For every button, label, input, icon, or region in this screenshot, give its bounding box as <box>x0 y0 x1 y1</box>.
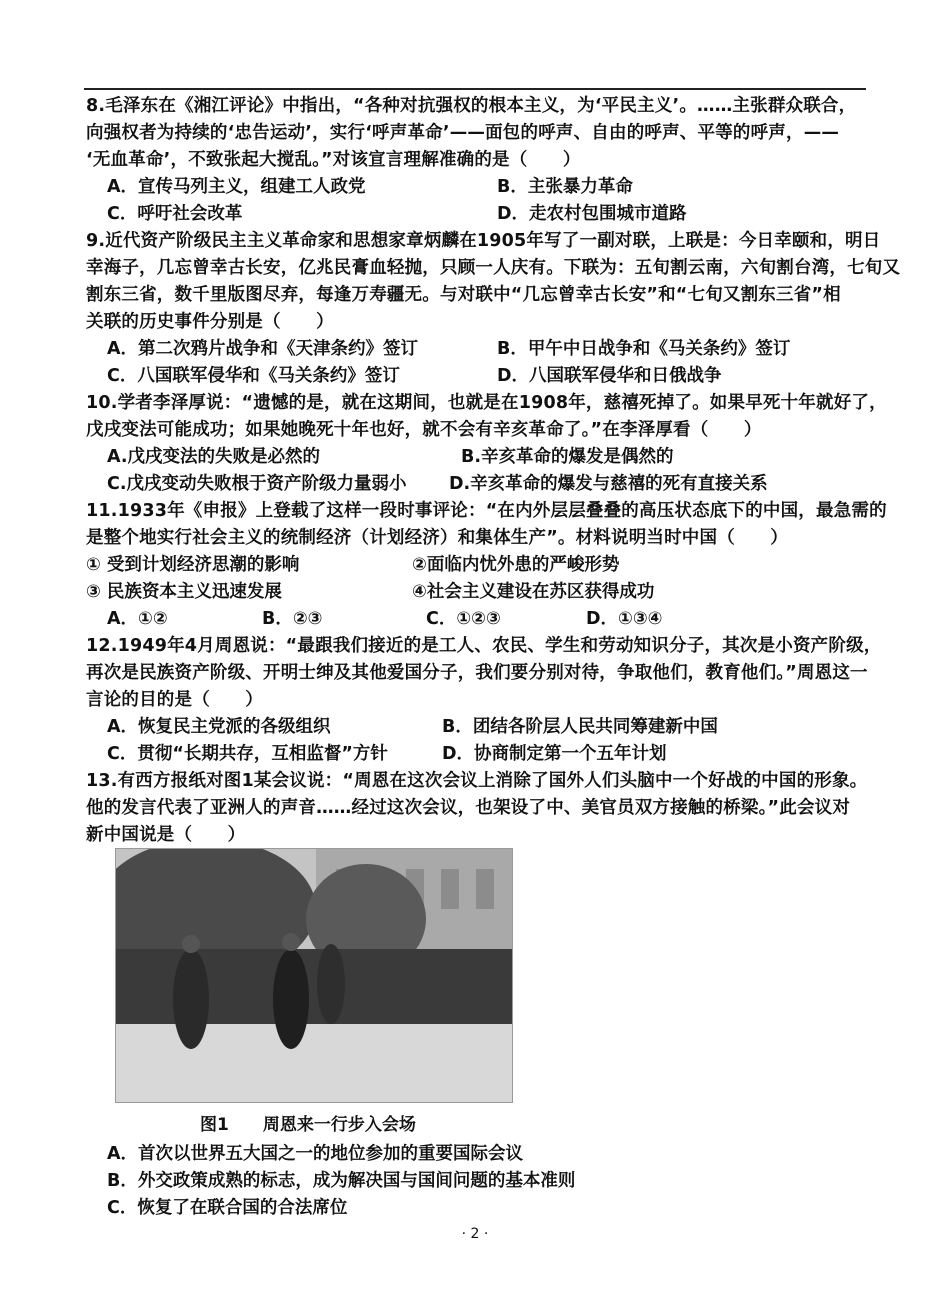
q12-option-a[interactable]: A．恢复民主党派的各级组织 <box>107 717 331 737</box>
q13-option-a[interactable]: A．首次以世界五大国之一的地位参加的重要国际会议 <box>107 1144 524 1164</box>
q10-stem-line-1: 10.学者李泽厚说：“遗憾的是，就在这期间，也就是在1908年，慈禧死掉了。如果早死十年就好了， <box>86 393 887 413</box>
q13-stem-line-2: 他的发言代表了亚洲人的声音……经过这次会议，也架设了中、美官员双方接触的桥梁。”此会议对 <box>86 798 851 818</box>
q11-statement-2: ②面临内忧外患的严峻形势 <box>412 555 620 575</box>
q11-option-c[interactable]: C．①②③ <box>426 609 501 629</box>
q10-option-d[interactable]: D.辛亥革命的爆发与慈禧的死有直接关系 <box>449 474 768 494</box>
q13-option-b[interactable]: B．外交政策成熟的标志，成为解决国与国间问题的基本准则 <box>107 1171 576 1191</box>
q13-option-c[interactable]: C．恢复了在联合国的合法席位 <box>107 1198 348 1218</box>
q12-option-b[interactable]: B．团结各阶层人民共同筹建新中国 <box>442 717 718 737</box>
q11-option-b[interactable]: B．②③ <box>262 609 323 629</box>
page-number: · 2 · <box>461 1226 489 1242</box>
q12-option-d[interactable]: D．协商制定第一个五年计划 <box>442 744 667 764</box>
header-rule <box>84 88 866 90</box>
q9-option-a[interactable]: A．第二次鸦片战争和《天津条约》签订 <box>107 339 419 359</box>
q8-option-c[interactable]: C．呼吁社会改革 <box>107 204 243 224</box>
q9-stem-line-2: 幸海子，几忘曾幸古长安，亿兆民膏血轻抛，只顾一人庆有。下联为：五旬割云南，六旬割台湾，七旬又 <box>86 258 901 278</box>
q11-stem-line-1: 11.1933年《申报》上登载了这样一段时事评论：“在内外层层叠叠的高压状态底下的中国，最急需的 <box>86 501 887 521</box>
figure-1-photo <box>115 848 513 1103</box>
q12-option-c[interactable]: C．贯彻“长期共存，互相监督”方针 <box>107 744 388 764</box>
q8-stem-line-2: 向强权者为持续的‘忠告运动’，实行‘呼声革命’——面包的呼声、自由的呼声、平等的呼声，—— <box>86 123 840 143</box>
q9-stem-line-3: 割东三省，数千里版图尽弃，每逢万寿疆无。与对联中“几忘曾幸古长安”和“七旬又割东三省”相 <box>86 285 841 305</box>
q8-stem-line-1: 8.毛泽东在《湘江评论》中指出，“各种对抗强权的根本主义，为‘平民主义’。……主张群众联合， <box>86 96 857 116</box>
q11-stem-line-2: 是整个地实行社会主义的统制经济（计划经济）和集体生产”。材料说明当时中国（ ） <box>86 528 788 548</box>
q9-option-c[interactable]: C．八国联军侵华和《马关条约》签订 <box>107 366 400 386</box>
q11-statement-4: ④社会主义建设在苏区获得成功 <box>412 582 655 602</box>
q10-stem-line-2: 戊戌变法可能成功；如果她晚死十年也好，就不会有辛亥革命了。”在李泽厚看（ ） <box>86 420 762 440</box>
q8-option-d[interactable]: D．走农村包围城市道路 <box>497 204 687 224</box>
q9-option-b[interactable]: B．甲午中日战争和《马关条约》签订 <box>497 339 791 359</box>
q11-option-a[interactable]: A．①② <box>107 609 168 629</box>
q9-option-d[interactable]: D．八国联军侵华和日俄战争 <box>497 366 722 386</box>
q13-stem-line-1: 13.有西方报纸对图1某会议说：“周恩在这次会议上消除了国外人们头脑中一个好战的中国的形象。 <box>86 771 868 791</box>
figure-1-caption: 图1 周恩来一行步入会场 <box>200 1115 416 1135</box>
q10-option-a[interactable]: A.戊戌变法的失败是必然的 <box>107 447 321 467</box>
q12-stem-line-1: 12.1949年4月周恩说：“最跟我们接近的是工人、农民、学生和劳动知识分子，其次是小资产阶级， <box>86 636 882 656</box>
q11-statement-1: ① 受到计划经济思潮的影响 <box>86 555 300 575</box>
photo-illustration <box>116 849 512 1102</box>
q8-stem-line-3: ‘无血革命’，不致张起大搅乱。”对该宣言理解准确的是（ ） <box>86 150 581 170</box>
q9-stem-line-1: 9.近代资产阶级民主主义革命家和思想家章炳麟在1905年写了一副对联，上联是：今日幸颐和，明日 <box>86 231 881 251</box>
q12-stem-line-3: 言论的目的是（ ） <box>86 690 263 710</box>
q11-statement-3: ③ 民族资本主义迅速发展 <box>86 582 282 602</box>
q8-option-a[interactable]: A．宣传马列主义，组建工人政党 <box>107 177 366 197</box>
q13-stem-line-3: 新中国说是（ ） <box>86 825 246 845</box>
q11-option-d[interactable]: D．①③④ <box>586 609 663 629</box>
q10-option-c[interactable]: C.戊戌变动失败根于资产阶级力量弱小 <box>107 474 407 494</box>
q10-option-b[interactable]: B.辛亥革命的爆发是偶然的 <box>461 447 674 467</box>
q9-stem-line-4: 关联的历史事件分别是（ ） <box>86 312 334 332</box>
q8-option-b[interactable]: B．主张暴力革命 <box>497 177 633 197</box>
q12-stem-line-2: 再次是民族资产阶级、开明士绅及其他爱国分子，我们要分别对待，争取他们，教育他们。”周恩这一 <box>86 663 868 683</box>
